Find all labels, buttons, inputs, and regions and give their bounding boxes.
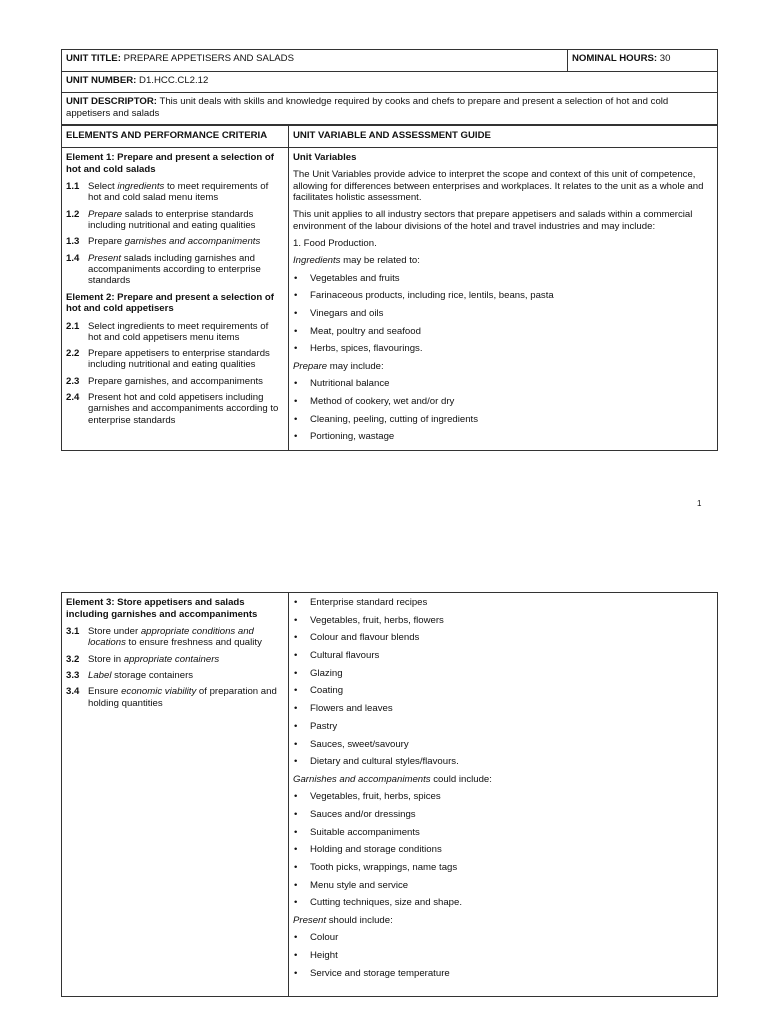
- unit-title: PREPARE APPETISERS AND SALADS: [123, 53, 295, 64]
- criterion-2-1: 2.1 Select ingredients to meet requirements of hot and cold appetisers menu items: [66, 320, 269, 343]
- elements-column-2: [62, 593, 289, 997]
- list-item: • Tooth picks, wrappings, name tags: [293, 862, 713, 874]
- list-item: • Cleaning, peeling, cutting of ingredients: [293, 414, 713, 426]
- page-number: 1: [697, 499, 702, 508]
- list-item: • Colour: [293, 932, 713, 944]
- unit-number-cell: [62, 72, 718, 93]
- nominal-hours-label: NOMINAL HOURS:: [572, 53, 658, 64]
- list-item: • Sauces and/or dressings: [293, 809, 713, 821]
- list-item: • Service and storage temperature: [293, 968, 713, 980]
- ingredients-intro: Ingredients may be related to:: [293, 255, 420, 267]
- nominal-hours-cell: [568, 50, 718, 72]
- list-item: • Enterprise standard recipes: [293, 597, 713, 609]
- col2-heading: UNIT VARIABLE AND ASSESSMENT GUIDE: [289, 125, 718, 148]
- list-item: • Holding and storage conditions: [293, 844, 713, 856]
- criterion-2-4: 2.4 Present hot and cold appetisers including garnishes and accompaniments according to enterprise standards: [66, 392, 279, 426]
- list-item: • Herbs, spices, flavourings.: [293, 343, 713, 355]
- list-item: • Cutting techniques, size and shape.: [293, 897, 713, 909]
- food-production-item: 1. Food Production.: [293, 237, 377, 249]
- list-item: • Portioning, wastage: [293, 431, 713, 443]
- criterion-1-1: 1.1 Select ingredients to meet requirements of hot and cold salad menu items: [66, 181, 269, 204]
- criteria-table-page2: [61, 592, 718, 997]
- criterion-3-4: 3.4 Ensure economic viability of preparation and holding quantities: [66, 686, 277, 709]
- list-item: • Nutritional balance: [293, 378, 713, 390]
- list-item: • Vinegars and oils: [293, 308, 713, 320]
- prepare-list-continued: [293, 597, 713, 768]
- list-item: • Sauces, sweet/savoury: [293, 739, 713, 751]
- list-item: • Menu style and service: [293, 880, 713, 892]
- unit-title-cell: [62, 50, 568, 72]
- list-item: • Height: [293, 950, 713, 962]
- list-item: • Vegetables, fruit, herbs, spices: [293, 791, 713, 803]
- list-item: • Colour and flavour blends: [293, 632, 713, 644]
- unit-descriptor-label: UNIT DESCRIPTOR:: [66, 96, 157, 107]
- criterion-1-4: 1.4 Present salads including garnishes and accompaniments according to enterprise standards: [66, 252, 261, 287]
- prepare-intro: Prepare may include:: [293, 360, 384, 372]
- garnish-list: [293, 791, 713, 909]
- unit-descriptor-cell: [62, 93, 718, 126]
- unit-title-label: UNIT TITLE:: [66, 53, 121, 64]
- elements-column: [62, 148, 289, 451]
- unit-number: D1.HCC.CL2.12: [139, 75, 209, 86]
- variables-para-2: This unit applies to all industry sectors that prepare appetisers and salads within a commercial environment of the labour divisions of the hotel and travel industries and may include:: [293, 209, 693, 232]
- list-item: • Farinaceous products, including rice, lentils, beans, pasta: [293, 290, 713, 302]
- list-item: • Coating: [293, 685, 713, 697]
- list-item: • Cultural flavours: [293, 650, 713, 662]
- list-item: • Vegetables, fruit, herbs, flowers: [293, 615, 713, 627]
- criteria-table-page1: [61, 124, 718, 451]
- variables-column-2: [289, 593, 718, 997]
- present-list: [293, 932, 713, 979]
- present-intro: Present should include:: [293, 915, 393, 926]
- unit-variables-heading: Unit Variables: [293, 152, 357, 163]
- col1-heading: ELEMENTS AND PERFORMANCE CRITERIA: [62, 125, 289, 148]
- unit-table-page1: [61, 49, 718, 126]
- criterion-2-2: 2.2 Prepare appetisers to enterprise standards including nutritional and eating qualities: [66, 348, 270, 371]
- criterion-3-3: 3.3 Label storage containers: [66, 669, 194, 681]
- list-item: • Glazing: [293, 668, 713, 680]
- criterion-1-2: 1.2 Prepare salads to enterprise standards including nutritional and eating qualities: [66, 208, 256, 231]
- list-item: • Flowers and leaves: [293, 703, 713, 715]
- list-item: • Meat, poultry and seafood: [293, 326, 713, 338]
- garnish-intro: Garnishes and accompaniments could include:: [293, 773, 492, 785]
- unit-descriptor: This unit deals with skills and knowledge required by cooks and chefs to prepare and present a selection of hot and cold appetisers and salads: [66, 96, 669, 119]
- list-item: • Pastry: [293, 721, 713, 733]
- variables-para-1: The Unit Variables provide advice to interpret the scope and context of this unit of competence, allowing for differences between enterprises and workplaces. It relates to the unit as a whole and facilitates holistic assessment.: [293, 169, 704, 203]
- criterion-1-3: 1.3 Prepare garnishes and accompaniments: [66, 236, 261, 248]
- criterion-3-1: 3.1 Store under appropriate conditions and locations to ensure freshness and quality: [66, 626, 262, 649]
- list-item: • Suitable accompaniments: [293, 827, 713, 839]
- criterion-2-3: 2.3 Prepare garnishes, and accompaniments: [66, 375, 263, 387]
- list-item: • Vegetables and fruits: [293, 273, 713, 285]
- ingredients-list: [293, 273, 713, 355]
- variables-column: [289, 148, 718, 451]
- criterion-3-2: 3.2 Store in appropriate containers: [66, 653, 220, 665]
- nominal-hours: 30: [659, 53, 671, 64]
- list-item: • Dietary and cultural styles/flavours.: [293, 756, 713, 768]
- prepare-list: [293, 378, 713, 443]
- list-item: • Method of cookery, wet and/or dry: [293, 396, 713, 408]
- unit-number-label: UNIT NUMBER:: [66, 75, 137, 86]
- element-2-title: Element 2: Prepare and present a selection of hot and cold appetisers: [66, 291, 274, 314]
- element-3-title: Element 3: Store appetisers and salads including garnishes and accompaniments: [66, 597, 258, 620]
- element-1-title: Element 1: Prepare and present a selection of hot and cold salads: [66, 152, 274, 175]
